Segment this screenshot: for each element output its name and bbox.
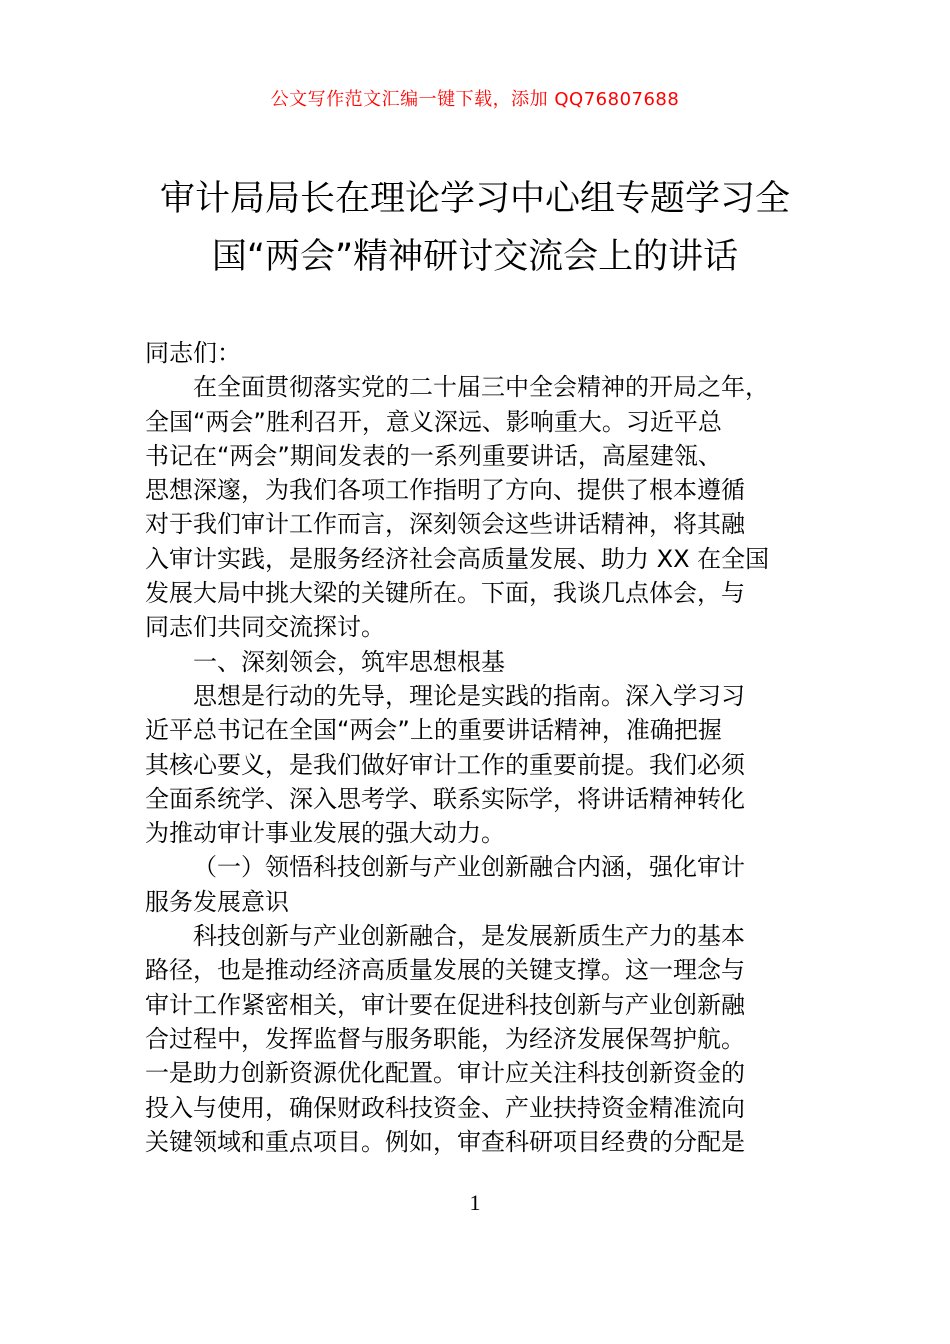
document-body — [145, 336, 815, 1159]
section-heading: 一、深刻领会，筑牢思想根基 — [193, 647, 505, 676]
paragraph-line: 在全面贯彻落实党的二十届三中全会精神的开局之年， — [193, 373, 769, 402]
paragraph-line: 同志们共同交流探讨。 — [145, 613, 385, 642]
document-title — [140, 170, 810, 286]
paragraph-line: 全面系统学、深入思考学、联系实际学，将讲话精神转化 — [145, 784, 745, 813]
paragraph-line: 为推动审计事业发展的强大动力。 — [145, 819, 505, 848]
paragraph-line: 思想是行动的先导，理论是实践的指南。深入学习习 — [193, 681, 745, 710]
page-number: 1 — [469, 1190, 481, 1215]
paragraph-line: 审计工作紧密相关，审计要在促进科技创新与产业创新融 — [145, 990, 745, 1019]
paragraph-line: 一是助力创新资源优化配置。审计应关注科技创新资金的 — [145, 1059, 745, 1088]
salutation: 同志们： — [145, 339, 241, 367]
title-line: 审计局局长在理论学习中心组专题学习全 — [159, 179, 790, 219]
download-notice: 公文写作范文汇编一键下载，添加 QQ76807688 — [270, 89, 680, 110]
paragraph-line: 思想深邃，为我们各项工作指明了方向、提供了根本遵循 — [145, 476, 745, 505]
paragraph-line: 对于我们审计工作而言，深刻领会这些讲话精神，将其融 — [145, 510, 745, 539]
paragraph-line: 发展大局中挑大梁的关键所在。下面，我谈几点体会，与 — [145, 579, 745, 608]
subsection-heading: 服务发展意识 — [145, 887, 289, 916]
paragraph-line: 全国“两会”胜利召开，意义深远、影响重大。习近平总 — [145, 407, 722, 436]
paragraph-line: 近平总书记在全国“两会”上的重要讲话精神，准确把握 — [145, 716, 722, 745]
paragraph-line: 书记在“两会”期间发表的一系列重要讲话，高屋建瓴、 — [145, 441, 722, 470]
paragraph-line: 入审计实践，是服务经济社会高质量发展、助力 XX 在全国 — [145, 544, 770, 573]
paragraph-line: 合过程中，发挥监督与服务职能，为经济发展保驾护航。 — [145, 1024, 745, 1053]
paragraph-line: 路径，也是推动经济高质量发展的关键支撑。这一理念与 — [145, 956, 745, 985]
paragraph-line: 关键领域和重点项目。例如，审查科研项目经费的分配是 — [145, 1127, 745, 1156]
paragraph-line: 投入与使用，确保财政科技资金、产业扶持资金精准流向 — [145, 1093, 745, 1122]
subsection-heading: （一）领悟科技创新与产业创新融合内涵，强化审计 — [193, 853, 745, 882]
title-line: 国“两会”精神研讨交流会上的讲话 — [211, 237, 739, 277]
paragraph-line: 其核心要义，是我们做好审计工作的重要前提。我们必须 — [145, 750, 745, 779]
paragraph-line: 科技创新与产业创新融合，是发展新质生产力的基本 — [193, 922, 745, 951]
